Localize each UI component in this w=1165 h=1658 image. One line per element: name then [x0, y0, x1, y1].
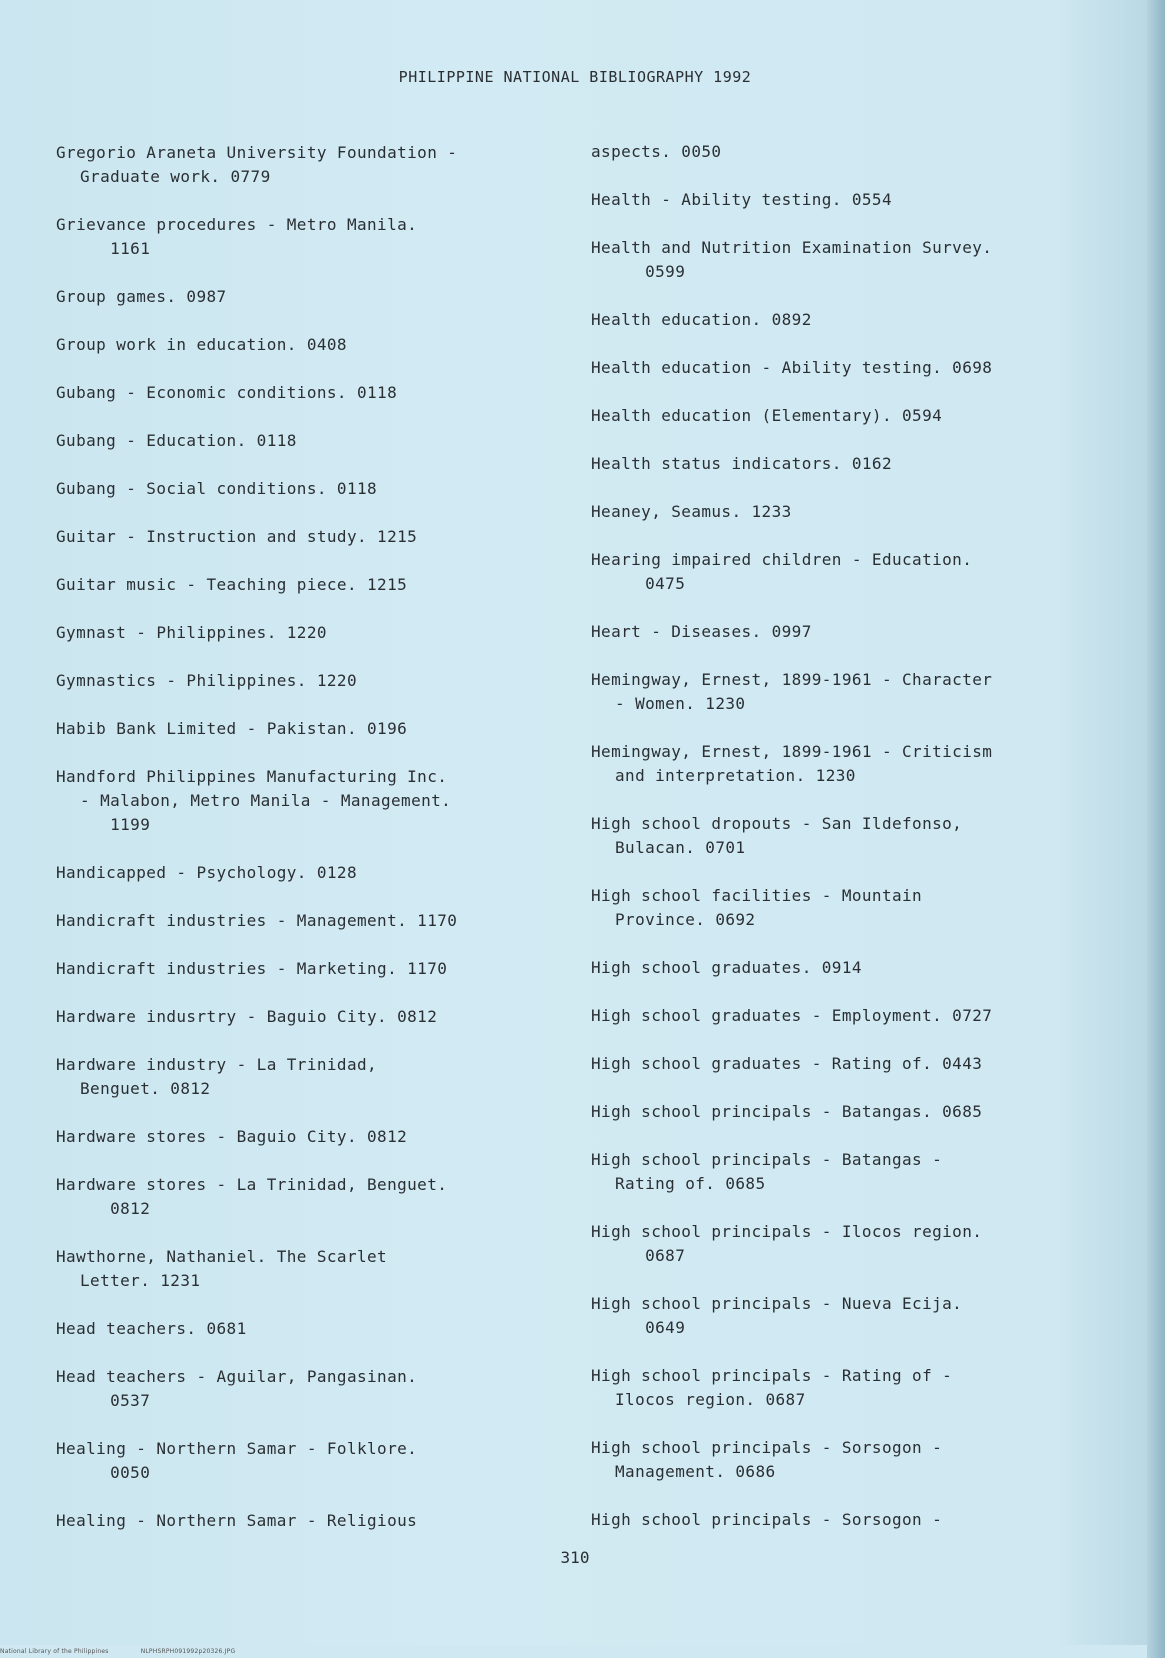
index-entry: Hawthorne, Nathaniel. The Scarlet Letter. 1231	[56, 1247, 388, 1290]
index-entry: Gymnast - Philippines. 1220	[56, 623, 327, 642]
index-entry: Head teachers. 0681	[56, 1319, 247, 1338]
index-entry: Gubang - Economic conditions. 0118	[56, 383, 398, 402]
index-entry: Health education (Elementary). 0594	[591, 406, 943, 425]
page-edge-shadow	[1147, 0, 1165, 1658]
right-column	[591, 140, 1091, 1556]
left-column	[56, 141, 556, 1557]
index-entry: Gregorio Araneta University Foundation - Graduate work. 0779	[56, 143, 458, 186]
index-entry: Gubang - Education. 0118	[56, 431, 297, 450]
index-entry: Hemingway, Ernest, 1899-1961 - Character - Women. 1230	[591, 670, 993, 713]
index-entry: High school facilities - Mountain Province. 0692	[591, 886, 923, 929]
index-entry: Healing - Northern Samar - Religious	[56, 1511, 418, 1530]
index-entry: Guitar - Instruction and study. 1215	[56, 527, 418, 546]
index-entry: Gubang - Social conditions. 0118	[56, 479, 378, 498]
index-entry: Handicapped - Psychology. 0128	[56, 863, 357, 882]
index-entry: Habib Bank Limited - Pakistan. 0196	[56, 719, 408, 738]
page-header: PHILIPPINE NATIONAL BIBLIOGRAPHY 1992	[398, 68, 752, 86]
index-entry: Hardware stores - Baguio City. 0812	[56, 1127, 408, 1146]
index-entry: Grievance procedures - Metro Manila. 1161	[56, 215, 418, 258]
index-entry: Health - Ability testing. 0554	[591, 190, 892, 209]
scan-footer	[0, 1648, 265, 1655]
index-entry: aspects. 0050	[591, 142, 722, 161]
footer-library: National Library of the Philippines	[0, 1648, 109, 1655]
index-entry: Health status indicators. 0162	[591, 454, 892, 473]
index-entry: Health education - Ability testing. 0698	[591, 358, 993, 377]
index-entry: High school principals - Ilocos region. 0687	[591, 1222, 983, 1265]
index-entry: High school principals - Sorsogon - Management. 0686	[591, 1438, 943, 1481]
index-entry: Hardware stores - La Trinidad, Benguet. 0812	[56, 1175, 448, 1218]
index-entry: Handford Philippines Manufacturing Inc. - Malabon, Metro Manila - Management. 1199	[56, 767, 452, 834]
index-entry: Handicraft industries - Management. 1170	[56, 911, 458, 930]
index-entry: High school graduates. 0914	[591, 958, 862, 977]
index-entry: Hardware industry - La Trinidad, Benguet. 0812	[56, 1055, 378, 1098]
index-entry: Head teachers - Aguilar, Pangasinan. 0537	[56, 1367, 418, 1410]
index-entry: High school graduates - Employment. 0727	[591, 1006, 993, 1025]
index-entry: High school principals - Nueva Ecija. 0649	[591, 1294, 963, 1337]
index-entry: High school principals - Rating of - Ilocos region. 0687	[591, 1366, 953, 1409]
index-entry: Hardware indusrtry - Baguio City. 0812	[56, 1007, 438, 1026]
index-entry: Handicraft industries - Marketing. 1170	[56, 959, 448, 978]
footer-file: NLPHSRPH091992p20326.JPG	[140, 1648, 236, 1655]
index-entry: Hemingway, Ernest, 1899-1961 - Criticism and interpretation. 1230	[591, 742, 993, 785]
index-entry: High school graduates - Rating of. 0443	[591, 1054, 983, 1073]
index-entry: Heart - Diseases. 0997	[591, 622, 812, 641]
index-entry: Health and Nutrition Examination Survey. 0599	[591, 238, 993, 281]
index-entry: Group games. 0987	[56, 287, 227, 306]
index-entry: Guitar music - Teaching piece. 1215	[56, 575, 408, 594]
index-entry: Hearing impaired children - Education. 0475	[591, 550, 973, 593]
index-entry: High school dropouts - San Ildefonso, Bulacan. 0701	[591, 814, 963, 857]
index-entry: Healing - Northern Samar - Folklore. 0050	[56, 1439, 418, 1482]
index-entry: High school principals - Batangas - Rating of. 0685	[591, 1150, 943, 1193]
index-entry: Health education. 0892	[591, 310, 812, 329]
index-entry: Heaney, Seamus. 1233	[591, 502, 792, 521]
index-entry: High school principals - Sorsogon -	[591, 1510, 943, 1529]
index-entry: Group work in education. 0408	[56, 335, 347, 354]
index-entry: Gymnastics - Philippines. 1220	[56, 671, 357, 690]
page-number: 310	[560, 1548, 590, 1567]
index-entry: High school principals - Batangas. 0685	[591, 1102, 983, 1121]
